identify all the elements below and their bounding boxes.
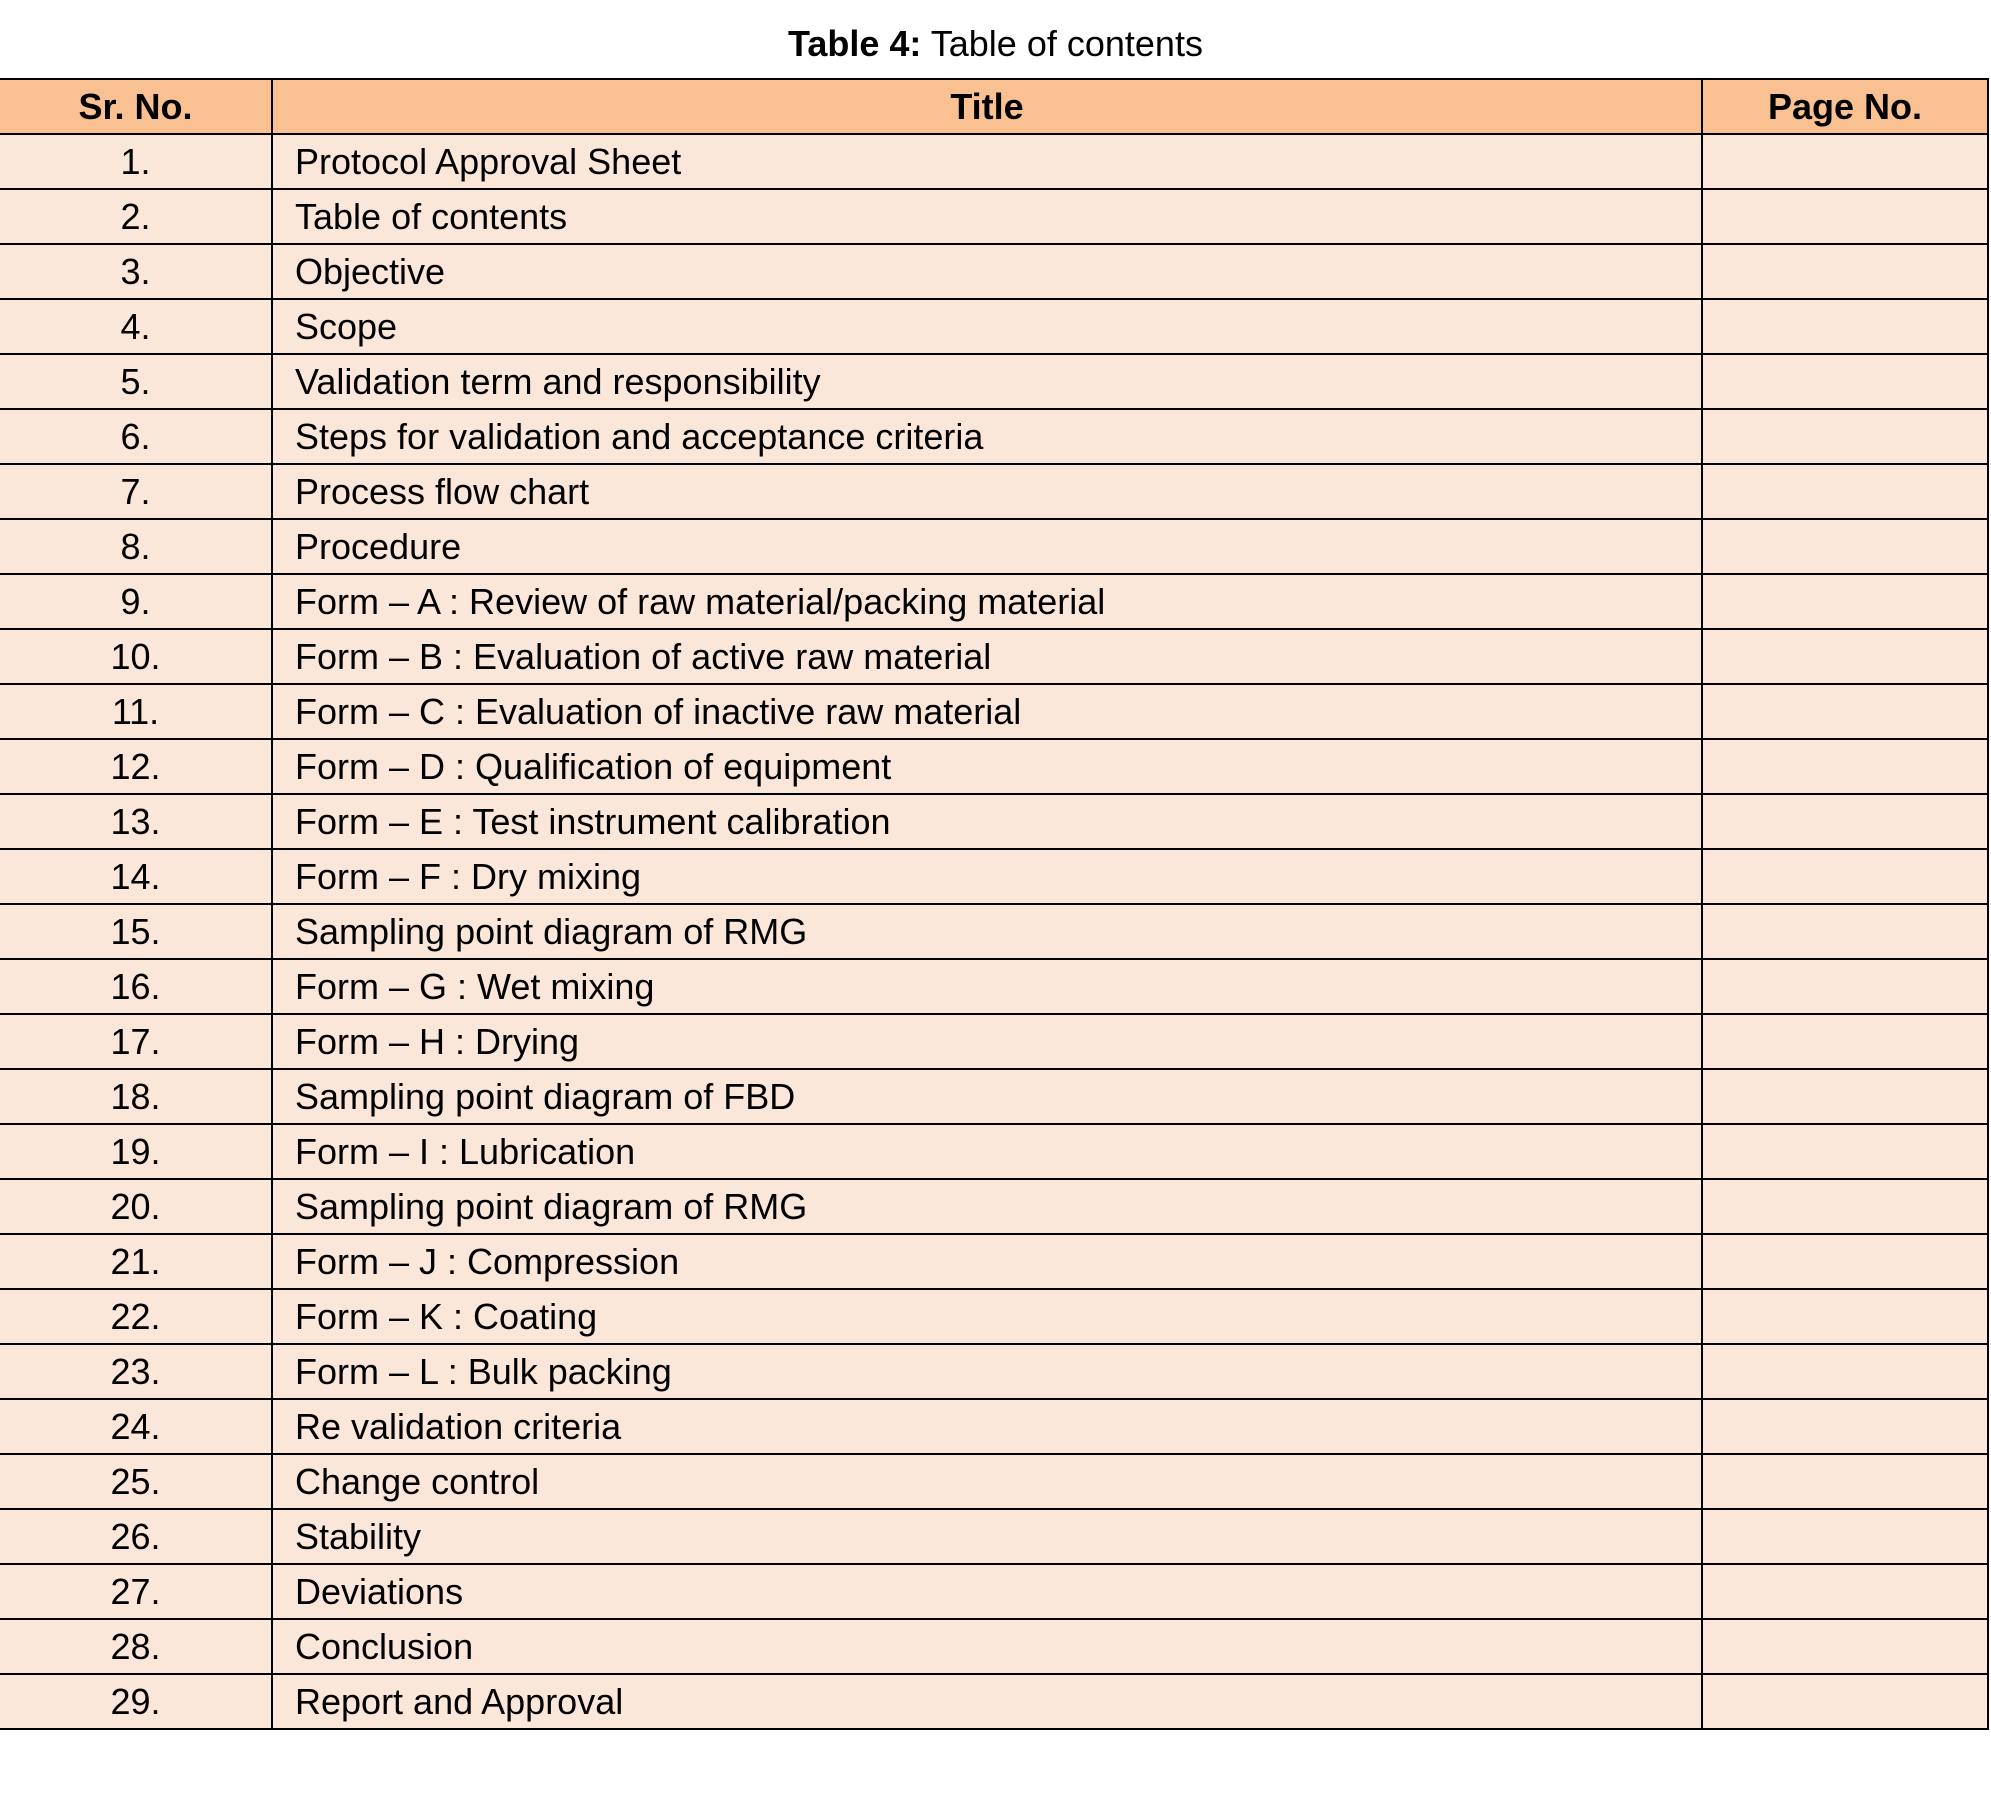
title-cell: Form – J : Compression [272, 1234, 1702, 1289]
page-no-cell [1702, 1014, 1988, 1069]
title-cell: Form – G : Wet mixing [272, 959, 1702, 1014]
sr-no-cell: 23. [0, 1344, 272, 1399]
page-no-cell [1702, 134, 1988, 189]
title-cell: Sampling point diagram of FBD [272, 1069, 1702, 1124]
table-row [0, 1124, 1988, 1179]
title-cell: Steps for validation and acceptance criteria [272, 409, 1702, 464]
sr-no-cell: 13. [0, 794, 272, 849]
page-no-cell [1702, 1509, 1988, 1564]
table-row [0, 849, 1988, 904]
table-row [0, 1014, 1988, 1069]
title-cell: Table of contents [272, 189, 1702, 244]
table-row [0, 1399, 1988, 1454]
title-cell: Report and Approval [272, 1674, 1702, 1729]
sr-no-cell: 17. [0, 1014, 272, 1069]
table-row [0, 1069, 1988, 1124]
title-cell: Deviations [272, 1564, 1702, 1619]
title-cell: Scope [272, 299, 1702, 354]
table-row [0, 1179, 1988, 1234]
table-row [0, 299, 1988, 354]
page-no-cell [1702, 684, 1988, 739]
table-row [0, 959, 1988, 1014]
table-row [0, 574, 1988, 629]
table-body [0, 134, 1988, 1729]
title-cell: Stability [272, 1509, 1702, 1564]
sr-no-cell: 7. [0, 464, 272, 519]
sr-no-cell: 18. [0, 1069, 272, 1124]
page-no-cell [1702, 629, 1988, 684]
table-row [0, 244, 1988, 299]
page-no-cell [1702, 1289, 1988, 1344]
table-row [0, 1564, 1988, 1619]
header-sr-no: Sr. No. [0, 79, 272, 134]
title-cell: Form – D : Qualification of equipment [272, 739, 1702, 794]
table-caption-label: Table 4: [788, 23, 922, 64]
header-page-no: Page No. [1702, 79, 1988, 134]
title-cell: Form – A : Review of raw material/packing material [272, 574, 1702, 629]
sr-no-cell: 28. [0, 1619, 272, 1674]
sr-no-cell: 16. [0, 959, 272, 1014]
table-row [0, 1289, 1988, 1344]
title-cell: Process flow chart [272, 464, 1702, 519]
page-no-cell [1702, 574, 1988, 629]
table-row [0, 794, 1988, 849]
sr-no-cell: 8. [0, 519, 272, 574]
sr-no-cell: 24. [0, 1399, 272, 1454]
table-row [0, 1454, 1988, 1509]
page-no-cell [1702, 299, 1988, 354]
page-no-cell [1702, 464, 1988, 519]
table-row [0, 904, 1988, 959]
page-no-cell [1702, 1179, 1988, 1234]
page-no-cell [1702, 1674, 1988, 1729]
page-no-cell [1702, 1344, 1988, 1399]
table-row [0, 1509, 1988, 1564]
title-cell: Form – E : Test instrument calibration [272, 794, 1702, 849]
sr-no-cell: 5. [0, 354, 272, 409]
table-row [0, 519, 1988, 574]
page-no-cell [1702, 519, 1988, 574]
page-no-cell [1702, 904, 1988, 959]
header-row [0, 79, 1988, 134]
table-row [0, 684, 1988, 739]
page-no-cell [1702, 849, 1988, 904]
table-row [0, 409, 1988, 464]
page-no-cell [1702, 189, 1988, 244]
page-no-cell [1702, 354, 1988, 409]
sr-no-cell: 2. [0, 189, 272, 244]
table-row [0, 1619, 1988, 1674]
table-row [0, 1344, 1988, 1399]
sr-no-cell: 15. [0, 904, 272, 959]
title-cell: Protocol Approval Sheet [272, 134, 1702, 189]
table-row [0, 1674, 1988, 1729]
page-no-cell [1702, 1069, 1988, 1124]
sr-no-cell: 20. [0, 1179, 272, 1234]
title-cell: Procedure [272, 519, 1702, 574]
sr-no-cell: 14. [0, 849, 272, 904]
page-no-cell [1702, 244, 1988, 299]
sr-no-cell: 6. [0, 409, 272, 464]
page-no-cell [1702, 1564, 1988, 1619]
sr-no-cell: 9. [0, 574, 272, 629]
title-cell: Sampling point diagram of RMG [272, 1179, 1702, 1234]
title-cell: Change control [272, 1454, 1702, 1509]
sr-no-cell: 10. [0, 629, 272, 684]
table-of-contents [0, 78, 1989, 1730]
sr-no-cell: 1. [0, 134, 272, 189]
page-no-cell [1702, 1124, 1988, 1179]
title-cell: Form – L : Bulk packing [272, 1344, 1702, 1399]
table-row [0, 134, 1988, 189]
page-no-cell [1702, 959, 1988, 1014]
sr-no-cell: 21. [0, 1234, 272, 1289]
page-no-cell [1702, 794, 1988, 849]
sr-no-cell: 29. [0, 1674, 272, 1729]
page-no-cell [1702, 739, 1988, 794]
sr-no-cell: 25. [0, 1454, 272, 1509]
title-cell: Form – C : Evaluation of inactive raw material [272, 684, 1702, 739]
header-title: Title [272, 79, 1702, 134]
table-row [0, 739, 1988, 794]
sr-no-cell: 26. [0, 1509, 272, 1564]
table-row [0, 629, 1988, 684]
title-cell: Form – H : Drying [272, 1014, 1702, 1069]
title-cell: Sampling point diagram of RMG [272, 904, 1702, 959]
page-no-cell [1702, 1234, 1988, 1289]
title-cell: Re validation criteria [272, 1399, 1702, 1454]
title-cell: Form – B : Evaluation of active raw material [272, 629, 1702, 684]
table-caption-text: Table of contents [930, 23, 1203, 64]
title-cell: Form – K : Coating [272, 1289, 1702, 1344]
sr-no-cell: 4. [0, 299, 272, 354]
table-row [0, 1234, 1988, 1289]
table-row [0, 464, 1988, 519]
sr-no-cell: 12. [0, 739, 272, 794]
sr-no-cell: 11. [0, 684, 272, 739]
page-no-cell [1702, 1399, 1988, 1454]
title-cell: Conclusion [272, 1619, 1702, 1674]
table-row [0, 189, 1988, 244]
title-cell: Form – F : Dry mixing [272, 849, 1702, 904]
title-cell: Objective [272, 244, 1702, 299]
sr-no-cell: 22. [0, 1289, 272, 1344]
table-caption [0, 20, 1991, 68]
page-no-cell [1702, 409, 1988, 464]
title-cell: Validation term and responsibility [272, 354, 1702, 409]
page-no-cell [1702, 1619, 1988, 1674]
sr-no-cell: 27. [0, 1564, 272, 1619]
table-row [0, 354, 1988, 409]
title-cell: Form – I : Lubrication [272, 1124, 1702, 1179]
page-no-cell [1702, 1454, 1988, 1509]
sr-no-cell: 3. [0, 244, 272, 299]
sr-no-cell: 19. [0, 1124, 272, 1179]
